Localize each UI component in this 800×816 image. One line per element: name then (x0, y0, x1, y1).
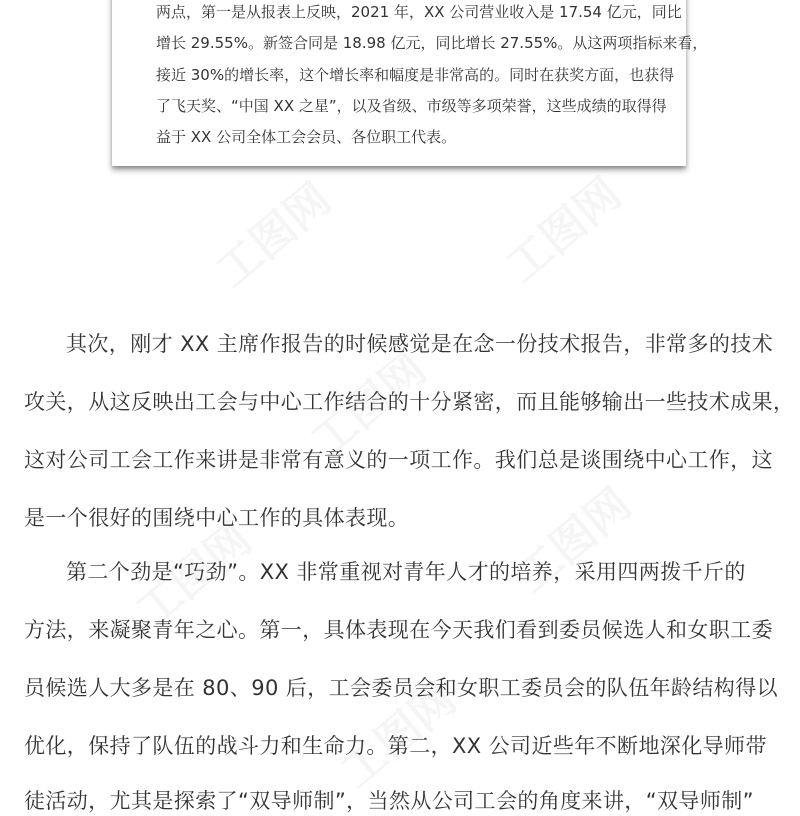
watermark-logo: 工图网 (331, 673, 466, 798)
watermark-logo: 工图网 (301, 343, 436, 468)
card-line-4: 了飞天奖、“中国 XX 之星”，以及省级、市级等多项荣誉，这些成绩的取得得 (156, 97, 667, 115)
paragraph-2-line-1: 第二个劲是“巧劲”。XX 非常重视对青年人才的培养，采用四两拨千斤的 (66, 560, 746, 584)
watermark-logo: 工图网 (126, 513, 261, 638)
paragraph-2-line-5: 徒活动，尤其是探索了“双导师制”，当然从公司工会的角度来讲，“双导师制” (24, 789, 754, 813)
paragraph-2-line-3: 员候选人大多是在 80、90 后，工会委员会和女职工委员会的队伍年龄结构得以 (24, 676, 778, 700)
paragraph-2-line-2: 方法，来凝聚青年之心。第一，具体表现在今天我们看到委员候选人和女职工委 (24, 618, 773, 642)
card-line-5: 益于 XX 公司全体工会会员、各位职工代表。 (156, 128, 457, 146)
card-line-3: 接近 30%的增长率，这个增长率和幅度是非常高的。同时在获奖方面，也获得 (156, 66, 675, 84)
watermark-logo: 工图网 (496, 168, 631, 293)
watermark-logo: 工图网 (506, 478, 641, 603)
paragraph-1-line-3: 这对公司工会工作来讲是非常有意义的一项工作。我们总是谈围绕中心工作，这 (24, 448, 773, 472)
paragraph-2-line-4: 优化，保持了队伍的战斗力和生命力。第二，XX 公司近些年不断地深化导师带 (24, 734, 767, 758)
card-line-2: 增长 29.55%。新签合同是 18.98 亿元，同比增长 27.55%。从这两项指标来看， (156, 34, 708, 52)
paragraph-1-line-1: 其次，刚才 XX 主席作报告的时候感觉是在念一份技术报告，非常多的技术 (66, 332, 774, 356)
watermark-logo: 工图网 (206, 173, 341, 298)
summary-card (112, 0, 708, 166)
paragraph-1-line-2: 攻关，从这反映出工会与中心工作结合的十分紧密，而且能够输出一些技术成果， (24, 390, 795, 414)
card-line-1: 两点，第一是从报表上反映，2021 年，XX 公司营业收入是 17.54 亿元，同比 (156, 3, 682, 21)
paragraph-1-line-4: 是一个很好的围绕中心工作的具体表现。 (24, 506, 410, 530)
